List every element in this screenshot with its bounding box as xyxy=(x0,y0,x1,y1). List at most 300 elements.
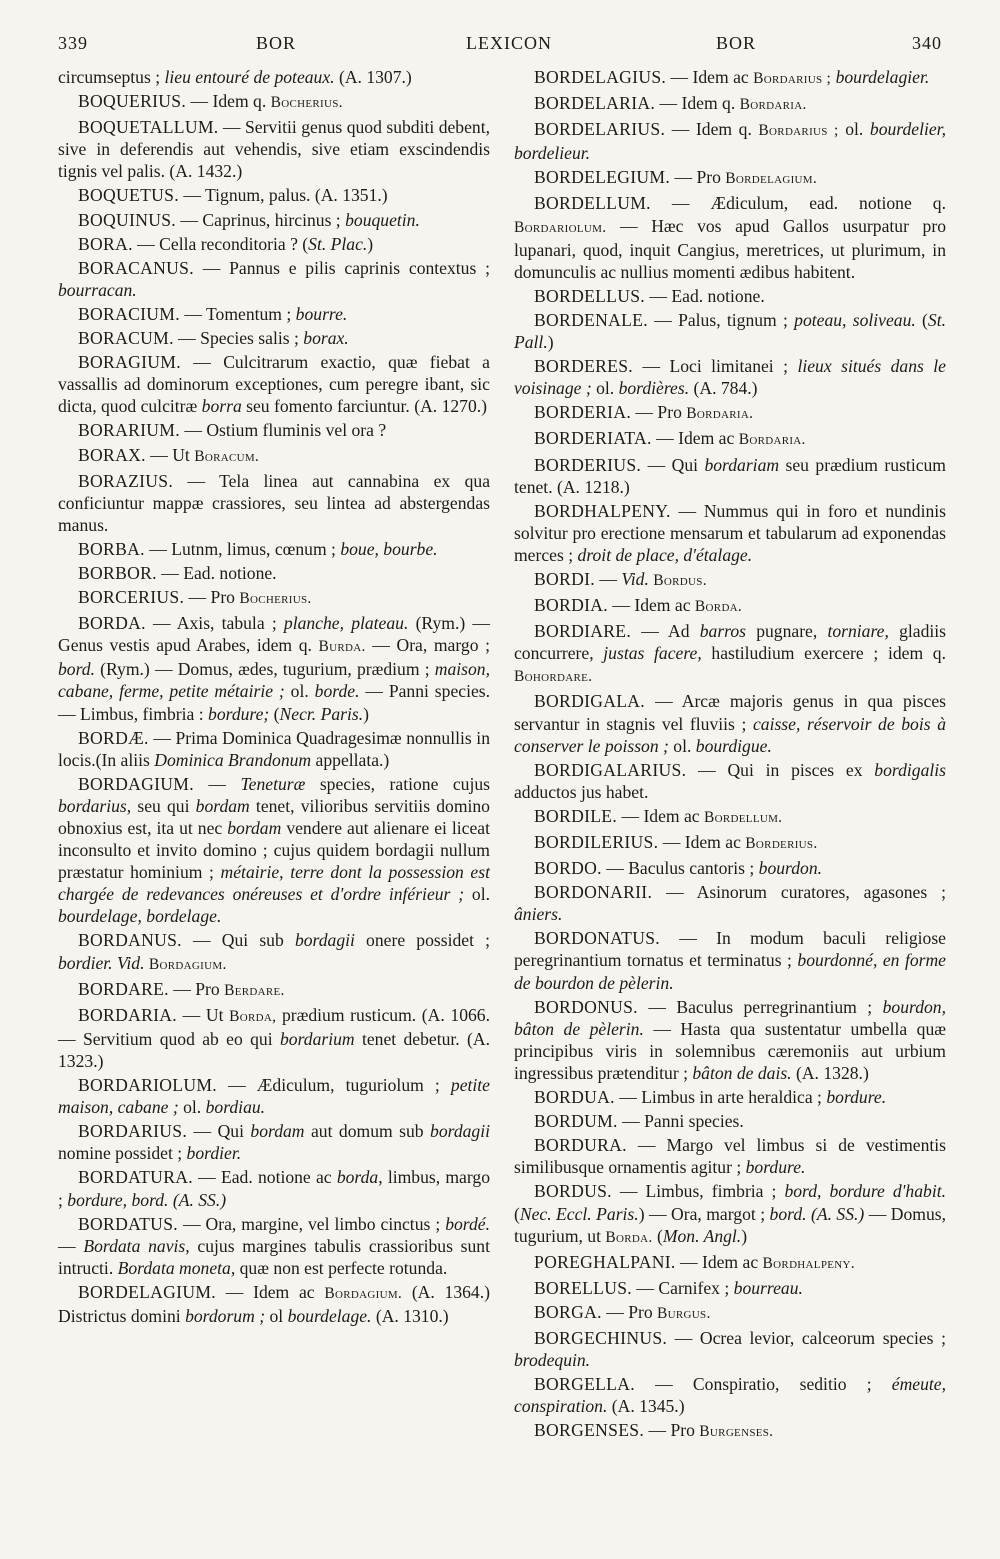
entry-text: — Qui sub xyxy=(181,930,295,951)
entry-text: — Domus, tugurium, ut xyxy=(514,1203,946,1246)
dictionary-entry xyxy=(58,233,490,255)
entry-italic-text: St. Plac. xyxy=(308,233,368,254)
dictionary-entry xyxy=(514,66,946,90)
entry-headword: BORDERIA. xyxy=(534,402,632,423)
entry-text: — Ead. notione. xyxy=(645,285,765,306)
entry-headword: BORDO. xyxy=(534,858,602,879)
entry-headword: BORDATURA. xyxy=(78,1167,193,1188)
dictionary-entry xyxy=(514,568,946,592)
entry-text: onere possidet ; xyxy=(354,930,490,951)
entry-cross-reference: Bocherius. xyxy=(270,94,343,112)
entry-text: tenet, vilioribus servitiis domino obnoxius est, ita ut nec xyxy=(58,795,490,838)
entry-text: ol. xyxy=(284,681,315,702)
entry-text: — Idem ac xyxy=(658,832,746,852)
dictionary-entry xyxy=(58,470,490,536)
entry-headword: BORA. xyxy=(78,233,133,254)
entry-headword: BORDIGALARIUS. xyxy=(534,759,687,780)
entry-text: seu qui xyxy=(131,795,196,816)
dictionary-entry xyxy=(58,773,490,928)
entry-italic-text: bourdelier, bordelieur. xyxy=(514,119,946,164)
entry-italic-text: justas facere, xyxy=(603,643,702,664)
entry-italic-text: maison, cabane, ferme, petite métairie ; xyxy=(58,659,490,702)
dictionary-entry xyxy=(514,285,946,307)
dictionary-entry xyxy=(514,1301,946,1325)
entry-text: species, ratione cujus xyxy=(305,773,490,794)
entry-headword: BORDUA. xyxy=(534,1087,615,1108)
dictionary-entry xyxy=(58,66,490,88)
entry-text: — Limbus, fimbria ; xyxy=(611,1181,785,1202)
entry-italic-text: planche, plateau. xyxy=(283,613,409,634)
dictionary-entry xyxy=(514,401,946,425)
entry-headword: BORDARIUS. xyxy=(78,1121,188,1142)
entry-italic-text: Nec. Eccl. Paris. xyxy=(519,1203,639,1224)
entry-headword: BORDELLUS. xyxy=(534,285,646,306)
entry-text: hastiludium exercere ; idem q. xyxy=(701,643,947,664)
entry-italic-text: bordarius, xyxy=(58,795,132,816)
entry-text: — Pannus e pilis caprinis contextus ; xyxy=(193,257,490,278)
entry-text: — Ocrea levior, calceorum species ; xyxy=(667,1327,946,1348)
entry-italic-text: bourre. xyxy=(295,303,348,324)
entry-text: nomine possidet ; xyxy=(58,1143,187,1164)
entry-italic-text: Bordata navis, xyxy=(83,1235,190,1256)
entry-text: — Ead. notione ac xyxy=(192,1167,337,1188)
entry-italic-text: bourdon, bâton de pèlerin. xyxy=(514,996,946,1039)
entry-text: ol. xyxy=(178,1097,206,1118)
entry-text: (A. 1345.) xyxy=(607,1396,685,1417)
entry-text: — Loci limitanei ; xyxy=(633,356,798,377)
entry-text: ( xyxy=(915,309,928,330)
entry-cross-reference: Boracum. xyxy=(194,447,260,465)
entry-cross-reference: Bocherius. xyxy=(239,590,312,608)
entry-text: (A. 1310.) xyxy=(371,1305,449,1326)
entry-text: ( xyxy=(652,1225,663,1246)
entry-text: — Hæc vos apud Gallos usurpatur pro lupanari, quod, inquit Cangius, meretrices, ut plurimum, in domunculis ac nullius momenti ædibus habitent. xyxy=(514,215,946,282)
dictionary-entry xyxy=(514,1327,946,1371)
entry-text: (Rym.) — Domus, ædes, tugurium, prædium ; xyxy=(94,659,435,680)
entry-italic-text: bordé. xyxy=(445,1213,490,1234)
entry-text: — Lutnm, limus, cœnum ; xyxy=(144,538,341,559)
entry-text: aut domum sub xyxy=(304,1121,431,1142)
entry-text: vendere aut alienare ei liceat inconsulto et invito domino ; cujus quidem bordagii nullum præstatur hominium ; xyxy=(58,818,491,883)
dictionary-entry xyxy=(514,805,946,829)
entry-italic-text: bordagii xyxy=(430,1121,490,1142)
entry-text: — Axis, tabula ; xyxy=(145,613,284,634)
dictionary-entry xyxy=(58,1004,490,1072)
dictionary-entry xyxy=(514,1251,946,1275)
entry-text: — Species salis ; xyxy=(173,328,304,349)
entry-headword: BORBA. xyxy=(78,538,145,559)
dictionary-entry xyxy=(514,1086,946,1108)
dictionary-entry xyxy=(58,586,490,610)
entry-italic-text: bordagii xyxy=(294,930,355,951)
right-page-number: 340 xyxy=(912,33,942,53)
entry-italic-text: bordam xyxy=(227,818,282,838)
entry-italic-text: métairie, terre dont la possession est chargée de redevances onéreuses et d'ordre inférieur ; xyxy=(58,862,490,905)
entry-text: ( xyxy=(269,703,280,724)
entry-headword: BORDELLUM. xyxy=(534,193,651,214)
dictionary-entry xyxy=(58,1213,490,1279)
entry-italic-text: bourdigue. xyxy=(695,735,772,756)
entry-text: — Pro xyxy=(184,587,240,608)
entry-italic-text: bordorum ; xyxy=(185,1305,266,1326)
right-guide-word: BOR xyxy=(716,33,757,53)
entry-italic-text: borda, xyxy=(336,1167,383,1188)
entry-italic-text: borax. xyxy=(303,328,349,349)
dictionary-entry xyxy=(514,620,946,688)
entry-italic-text: petite maison, cabane ; xyxy=(58,1075,490,1118)
entry-text: — Nummus qui in foro et nundinis solvitur pro erectione mensarum et tabularum ad exponendas merces ; xyxy=(514,500,946,565)
entry-cross-reference: Bohordare. xyxy=(514,668,593,686)
entry-headword: BORDIA. xyxy=(534,595,608,616)
entry-headword: BORDONARII. xyxy=(534,882,653,903)
entry-headword: BORDÆ. xyxy=(78,727,149,748)
dictionary-entry xyxy=(514,996,946,1084)
entry-headword: BORDHALPENY. xyxy=(534,500,671,521)
entry-italic-text: bordières. xyxy=(618,378,690,399)
entry-italic-text: bordariam xyxy=(704,454,780,475)
entry-italic-text: St. Pall. xyxy=(514,309,946,353)
entry-text: ( xyxy=(514,1203,520,1224)
entry-text: — Cella reconditoria ? ( xyxy=(132,233,309,254)
dictionary-entry xyxy=(58,209,490,231)
entry-italic-text: bourracan. xyxy=(58,279,137,300)
entry-headword: BORGA. xyxy=(534,1301,602,1322)
running-head xyxy=(58,33,942,59)
entry-text: seu prædium rusticum tenet. (A. 1218.) xyxy=(514,454,946,497)
dictionary-entry xyxy=(58,1166,490,1210)
entry-text: — Baculus perregrinantium ; xyxy=(637,996,883,1017)
entry-text: — Arcæ majoris genus in qua pisces servantur in stagnis vel fluviis ; xyxy=(514,691,946,734)
dictionary-entry xyxy=(514,1134,946,1178)
entry-text: — Pro xyxy=(631,402,687,423)
entry-text: ) xyxy=(547,332,554,353)
entry-headword: BORDELARIUS. xyxy=(534,119,666,140)
entry-headword: BORDELARIA. xyxy=(534,93,656,114)
entry-text: ol xyxy=(265,1305,288,1326)
entry-text: — In modum baculi religiose peregrinantium tornatus et terminatus ; xyxy=(514,928,946,971)
entry-italic-text: bordarium xyxy=(279,1028,355,1049)
entry-text: — Tela linea aut cannabina ex qua conficiuntur mappæ crassiores, seu lintea ad abstergendas manus. xyxy=(58,470,490,535)
dictionary-entry xyxy=(58,303,490,325)
dictionary-entry xyxy=(514,1110,946,1132)
entry-headword: BORDONATUS. xyxy=(534,928,660,949)
entry-headword: BORDURA. xyxy=(534,1135,627,1156)
entry-headword: BORDARIA. xyxy=(78,1004,177,1025)
entry-text: appellata.) xyxy=(311,749,390,770)
entry-text: — Qui xyxy=(641,454,705,475)
entry-cross-reference: Bordelagium. xyxy=(725,170,818,188)
dictionary-entry xyxy=(514,927,946,993)
entry-text: ol. xyxy=(591,378,619,399)
entry-italic-text: bourreau. xyxy=(733,1277,803,1298)
dictionary-entry xyxy=(514,831,946,855)
entry-cross-reference: Bordaria. xyxy=(739,96,807,114)
entry-italic-text: bâton de dais. xyxy=(692,1062,792,1083)
entry-cross-reference: Borda. xyxy=(605,1228,653,1246)
entry-headword: BORCERIUS. xyxy=(78,587,185,608)
entry-headword: BORDIARE. xyxy=(534,621,632,642)
entry-cross-reference: Burda. xyxy=(318,638,366,656)
entry-headword: BORDERIATA. xyxy=(534,428,652,449)
entry-italic-text: bordam xyxy=(195,795,250,816)
entry-text: ) xyxy=(741,1225,748,1246)
entry-text: — Palus, tignum ; xyxy=(647,309,795,330)
entry-text: — Idem ac xyxy=(617,805,705,826)
entry-text: — Ora, margo ; xyxy=(365,635,490,656)
entry-text: prædium rusticum. (A. 1066. — Servitium quod ab eo qui xyxy=(58,1004,490,1049)
entry-text: circumseptus ; xyxy=(58,67,165,87)
entry-headword: BORDENALE. xyxy=(534,309,648,330)
entry-text: limbus, margo ; xyxy=(58,1167,490,1210)
entry-headword: BOQUINUS. xyxy=(78,209,177,230)
dictionary-entry xyxy=(58,538,490,560)
entry-text: — Ut xyxy=(177,1004,230,1025)
dictionary-entry xyxy=(514,759,946,803)
entry-text: — Idem q. xyxy=(186,91,271,112)
entry-text: — Margo vel limbus si de vestimentis similibusque ornamentis agitur ; xyxy=(514,1135,946,1178)
entry-headword: BORACUM. xyxy=(78,328,174,349)
entry-text: — Conspiratio, seditio ; xyxy=(634,1374,892,1395)
entry-headword: BORBOR. xyxy=(78,562,157,583)
dictionary-entry xyxy=(58,419,490,441)
entry-text: — Ora, margine, vel limbo cinctus ; xyxy=(177,1213,446,1234)
entry-italic-text: bordure. xyxy=(826,1087,887,1108)
entry-cross-reference: Bordellum. xyxy=(704,808,783,826)
entry-text: — Idem q. xyxy=(655,93,740,114)
dictionary-entry xyxy=(514,355,946,399)
entry-headword: BORGELLA. xyxy=(534,1374,635,1395)
entry-headword: BORDILE. xyxy=(534,805,618,826)
entry-text: (A. 1307.) xyxy=(334,67,412,87)
entry-text: — Pro xyxy=(644,1420,700,1441)
dictionary-entry xyxy=(58,727,490,771)
dictionary-entry xyxy=(514,92,946,116)
dictionary-entry xyxy=(514,427,946,451)
entry-italic-text: Mon. Angl. xyxy=(662,1225,742,1246)
entry-headword: BORGENSES. xyxy=(534,1420,645,1441)
entry-text: — Idem ac xyxy=(216,1281,325,1302)
entry-headword: BORDERES. xyxy=(534,356,633,377)
entry-headword: POREGHALPANI. xyxy=(534,1251,676,1272)
entry-headword: BORDELEGIUM. xyxy=(534,167,671,188)
entry-text: cujus margines tabulis crassioribus sunt intructi. xyxy=(58,1235,490,1278)
entry-italic-text: Bordata moneta, xyxy=(117,1257,236,1278)
entry-italic-text: borra xyxy=(201,396,242,417)
entry-italic-text: caisse, réservoir de bois à conserver le poisson ; xyxy=(514,713,946,756)
entry-headword: BORAZIUS. xyxy=(78,470,174,491)
entry-cross-reference: Bordariolum. xyxy=(514,218,607,236)
entry-cross-reference: Borda. xyxy=(694,598,743,616)
entry-text: — Prima Dominica Quadragesimæ nonnullis in locis.(In aliis xyxy=(58,727,490,770)
right-column xyxy=(514,66,946,1445)
entry-italic-text: lieu entouré de poteaux. xyxy=(164,67,335,87)
entry-italic-text: bordier. Vid. xyxy=(58,952,145,973)
dictionary-entry xyxy=(58,257,490,301)
entry-cross-reference: Burgenses. xyxy=(699,1423,774,1441)
entry-italic-text: bourdon. xyxy=(758,858,823,879)
entry-italic-text: bord. xyxy=(58,659,95,680)
dictionary-entry xyxy=(58,327,490,349)
entry-italic-text: bourdonné, en forme de bourdon de pèlerin. xyxy=(514,950,946,993)
entry-text: — Ad xyxy=(631,621,700,642)
entry-text: — Ædiculum, tuguriolum ; xyxy=(216,1075,451,1096)
entry-text: — Idem ac xyxy=(607,595,695,616)
dictionary-entry xyxy=(514,857,946,879)
entry-headword: BORELLUS. xyxy=(534,1277,633,1298)
entry-text: — Panni species. — Limbus, fimbria : xyxy=(58,681,491,724)
entry-headword: BORDA. xyxy=(78,613,146,634)
entry-text: — Baculus cantoris ; xyxy=(601,858,759,879)
entry-headword: BORAGIUM. xyxy=(78,352,181,373)
entry-text: — Idem ac xyxy=(675,1251,763,1272)
entry-cross-reference: Borda, xyxy=(229,1007,277,1025)
dictionary-entry xyxy=(514,1180,946,1248)
entry-text: (Rym.) — Genus vestis apud Arabes, idem q. xyxy=(58,613,490,656)
entry-headword: BORDARE. xyxy=(78,978,169,999)
entry-italic-text: boue, bourbe. xyxy=(340,538,438,559)
entry-cross-reference: Berdare. xyxy=(224,981,285,999)
entry-cross-reference: Borderius. xyxy=(745,835,818,852)
entry-headword: BORDATUS. xyxy=(78,1213,178,1234)
entry-text: — Servitii genus quod subditi debent, sive in deferendis aut vehendis, sive etiam exscindendis tignis vel palis. (A. 1432.) xyxy=(58,117,490,182)
entry-text: ol. xyxy=(668,735,696,756)
entry-headword: BORGECHINUS. xyxy=(534,1327,668,1348)
entry-headword: BORDANUS. xyxy=(78,930,182,951)
entry-text: seu fomento farciuntur. (A. 1270.) xyxy=(241,396,488,417)
entry-text: — Pro xyxy=(601,1301,658,1322)
entry-italic-text: bourdelage. xyxy=(287,1305,372,1326)
entry-headword: BORACANUS. xyxy=(78,257,194,278)
entry-headword: BORDERIUS. xyxy=(534,454,642,475)
entry-text: quæ non est perfecte rotunda. xyxy=(235,1257,448,1278)
entry-cross-reference: Bordus. xyxy=(653,571,707,589)
entry-text: (A. 784.) xyxy=(689,378,758,399)
dictionary-entry xyxy=(514,1419,946,1443)
entry-cross-reference: Burgus. xyxy=(657,1304,711,1322)
dictionary-entry xyxy=(514,309,946,353)
entry-headword: BOQUETALLUM. xyxy=(78,117,219,138)
entry-headword: BOQUETUS. xyxy=(78,185,179,206)
entry-text: — Pro xyxy=(670,167,726,188)
entry-italic-text: Dominica Brandonum xyxy=(154,749,312,770)
dictionary-entry xyxy=(58,1120,490,1164)
entry-cross-reference: Bordhalpeny. xyxy=(762,1254,855,1272)
dictionary-entry xyxy=(514,192,946,282)
running-title: LEXICON xyxy=(466,33,552,53)
dictionary-entry xyxy=(58,351,490,417)
dictionary-entry xyxy=(514,1373,946,1417)
entry-italic-text: bordigalis xyxy=(874,759,946,780)
entry-text: — Idem ac xyxy=(666,67,754,87)
entry-text: — xyxy=(58,1235,84,1256)
entry-headword: BORACIUM. xyxy=(78,303,180,324)
entry-text: — Caprinus, hircinus ; xyxy=(176,209,346,230)
entry-text: — Limbus in arte heraldica ; xyxy=(614,1087,827,1108)
entry-text: (A. 1328.) xyxy=(791,1062,869,1083)
entry-text: — Ædiculum, ead. notione q. xyxy=(650,193,946,214)
entry-headword: BORDUS. xyxy=(534,1181,612,1202)
entry-text: ) xyxy=(363,703,369,724)
entry-italic-text: poteau, soliveau. xyxy=(794,309,916,330)
left-page-number: 339 xyxy=(58,33,88,53)
entry-cross-reference: Bordarius ; xyxy=(758,122,839,140)
entry-headword: BORDELAGIUS. xyxy=(534,67,667,87)
entry-headword: BOQUERIUS. xyxy=(78,91,187,112)
entry-headword: BORARIUM. xyxy=(78,420,180,441)
entry-headword: BORDIGALA. xyxy=(534,691,646,712)
entry-text: (A. 1364.) Districtus domini xyxy=(58,1281,490,1326)
entry-italic-text: émeute, conspiration. xyxy=(514,1374,946,1417)
dictionary-entry xyxy=(514,594,946,618)
entry-italic-text: bourdelage, bordelage. xyxy=(58,906,222,927)
dictionary-entry xyxy=(514,881,946,925)
entry-text: ) xyxy=(367,233,374,254)
entry-headword: BORDELAGIUM. xyxy=(78,1281,216,1302)
entry-text: — Asinorum curatores, agasones ; xyxy=(652,882,946,903)
entry-italic-text: bord. (A. SS.) xyxy=(769,1203,865,1224)
entry-cross-reference: Bordagium. xyxy=(324,1284,403,1302)
entry-italic-text: bourdelagier. xyxy=(835,67,930,87)
entry-text: ) — Ora, margot ; xyxy=(638,1203,770,1224)
entry-text: ol. xyxy=(464,884,491,905)
entry-italic-text: barros xyxy=(699,621,747,642)
entry-italic-text: bordure; xyxy=(208,703,270,724)
entry-text: — Carnifex ; xyxy=(632,1277,734,1298)
entry-text: gladiis concurrere, xyxy=(514,621,946,664)
entry-text: tenet debetur. (A. 1323.) xyxy=(58,1028,490,1071)
entry-text: — Pro xyxy=(168,978,225,999)
entry-headword: BORDILERIUS. xyxy=(534,832,659,852)
entry-italic-text: brodequin. xyxy=(514,1350,591,1371)
entry-text: — Qui in pisces ex xyxy=(686,759,875,780)
dictionary-entry xyxy=(514,454,946,498)
entry-headword: BORAX. xyxy=(78,444,146,465)
entry-italic-text: Teneturæ xyxy=(240,773,306,794)
entry-text: — Panni species. xyxy=(617,1111,744,1132)
dictionary-entry xyxy=(58,978,490,1002)
dictionary-entry xyxy=(514,166,946,190)
entry-cross-reference: Bordarius ; xyxy=(753,70,832,87)
entry-text: — Idem q. xyxy=(665,119,759,140)
left-guide-word: BOR xyxy=(256,33,297,53)
dictionary-entry xyxy=(58,929,490,975)
entry-headword: BORDI. xyxy=(534,568,595,589)
entry-text: — xyxy=(594,568,622,589)
entry-text: — Tomentum ; xyxy=(179,303,296,324)
entry-headword: BORDARIOLUM. xyxy=(78,1075,217,1096)
entry-italic-text: bordam xyxy=(250,1121,305,1142)
entry-italic-text: bouquetin. xyxy=(345,209,420,230)
entry-italic-text: bord, bordure d'habit. xyxy=(784,1181,947,1202)
dictionary-entry xyxy=(514,1277,946,1299)
entry-text: ol. xyxy=(838,119,870,140)
entry-headword: BORDUM. xyxy=(534,1111,618,1132)
dictionary-entry xyxy=(58,1281,490,1327)
entry-text: pugnare, xyxy=(746,621,828,642)
entry-italic-text: Vid. xyxy=(621,568,649,589)
dictionary-entry xyxy=(58,116,490,182)
entry-italic-text: torniare, xyxy=(827,621,889,642)
entry-italic-text: lieux situés dans le voisinage ; xyxy=(514,356,946,399)
dictionary-entry xyxy=(58,562,490,584)
entry-text: — Ut xyxy=(145,444,195,465)
entry-text: — Hasta qua sustentatur umbella quæ principibus viris in solemnibus cæremoniis aut urbium ingressibus prætenditur ; xyxy=(514,1018,946,1083)
entry-italic-text: bordier. xyxy=(186,1143,242,1164)
entry-italic-text: bordure, bord. (A. SS.) xyxy=(67,1189,227,1210)
dictionary-entry xyxy=(514,500,946,566)
entry-text: — xyxy=(193,773,241,794)
dictionary-entry xyxy=(58,444,490,468)
